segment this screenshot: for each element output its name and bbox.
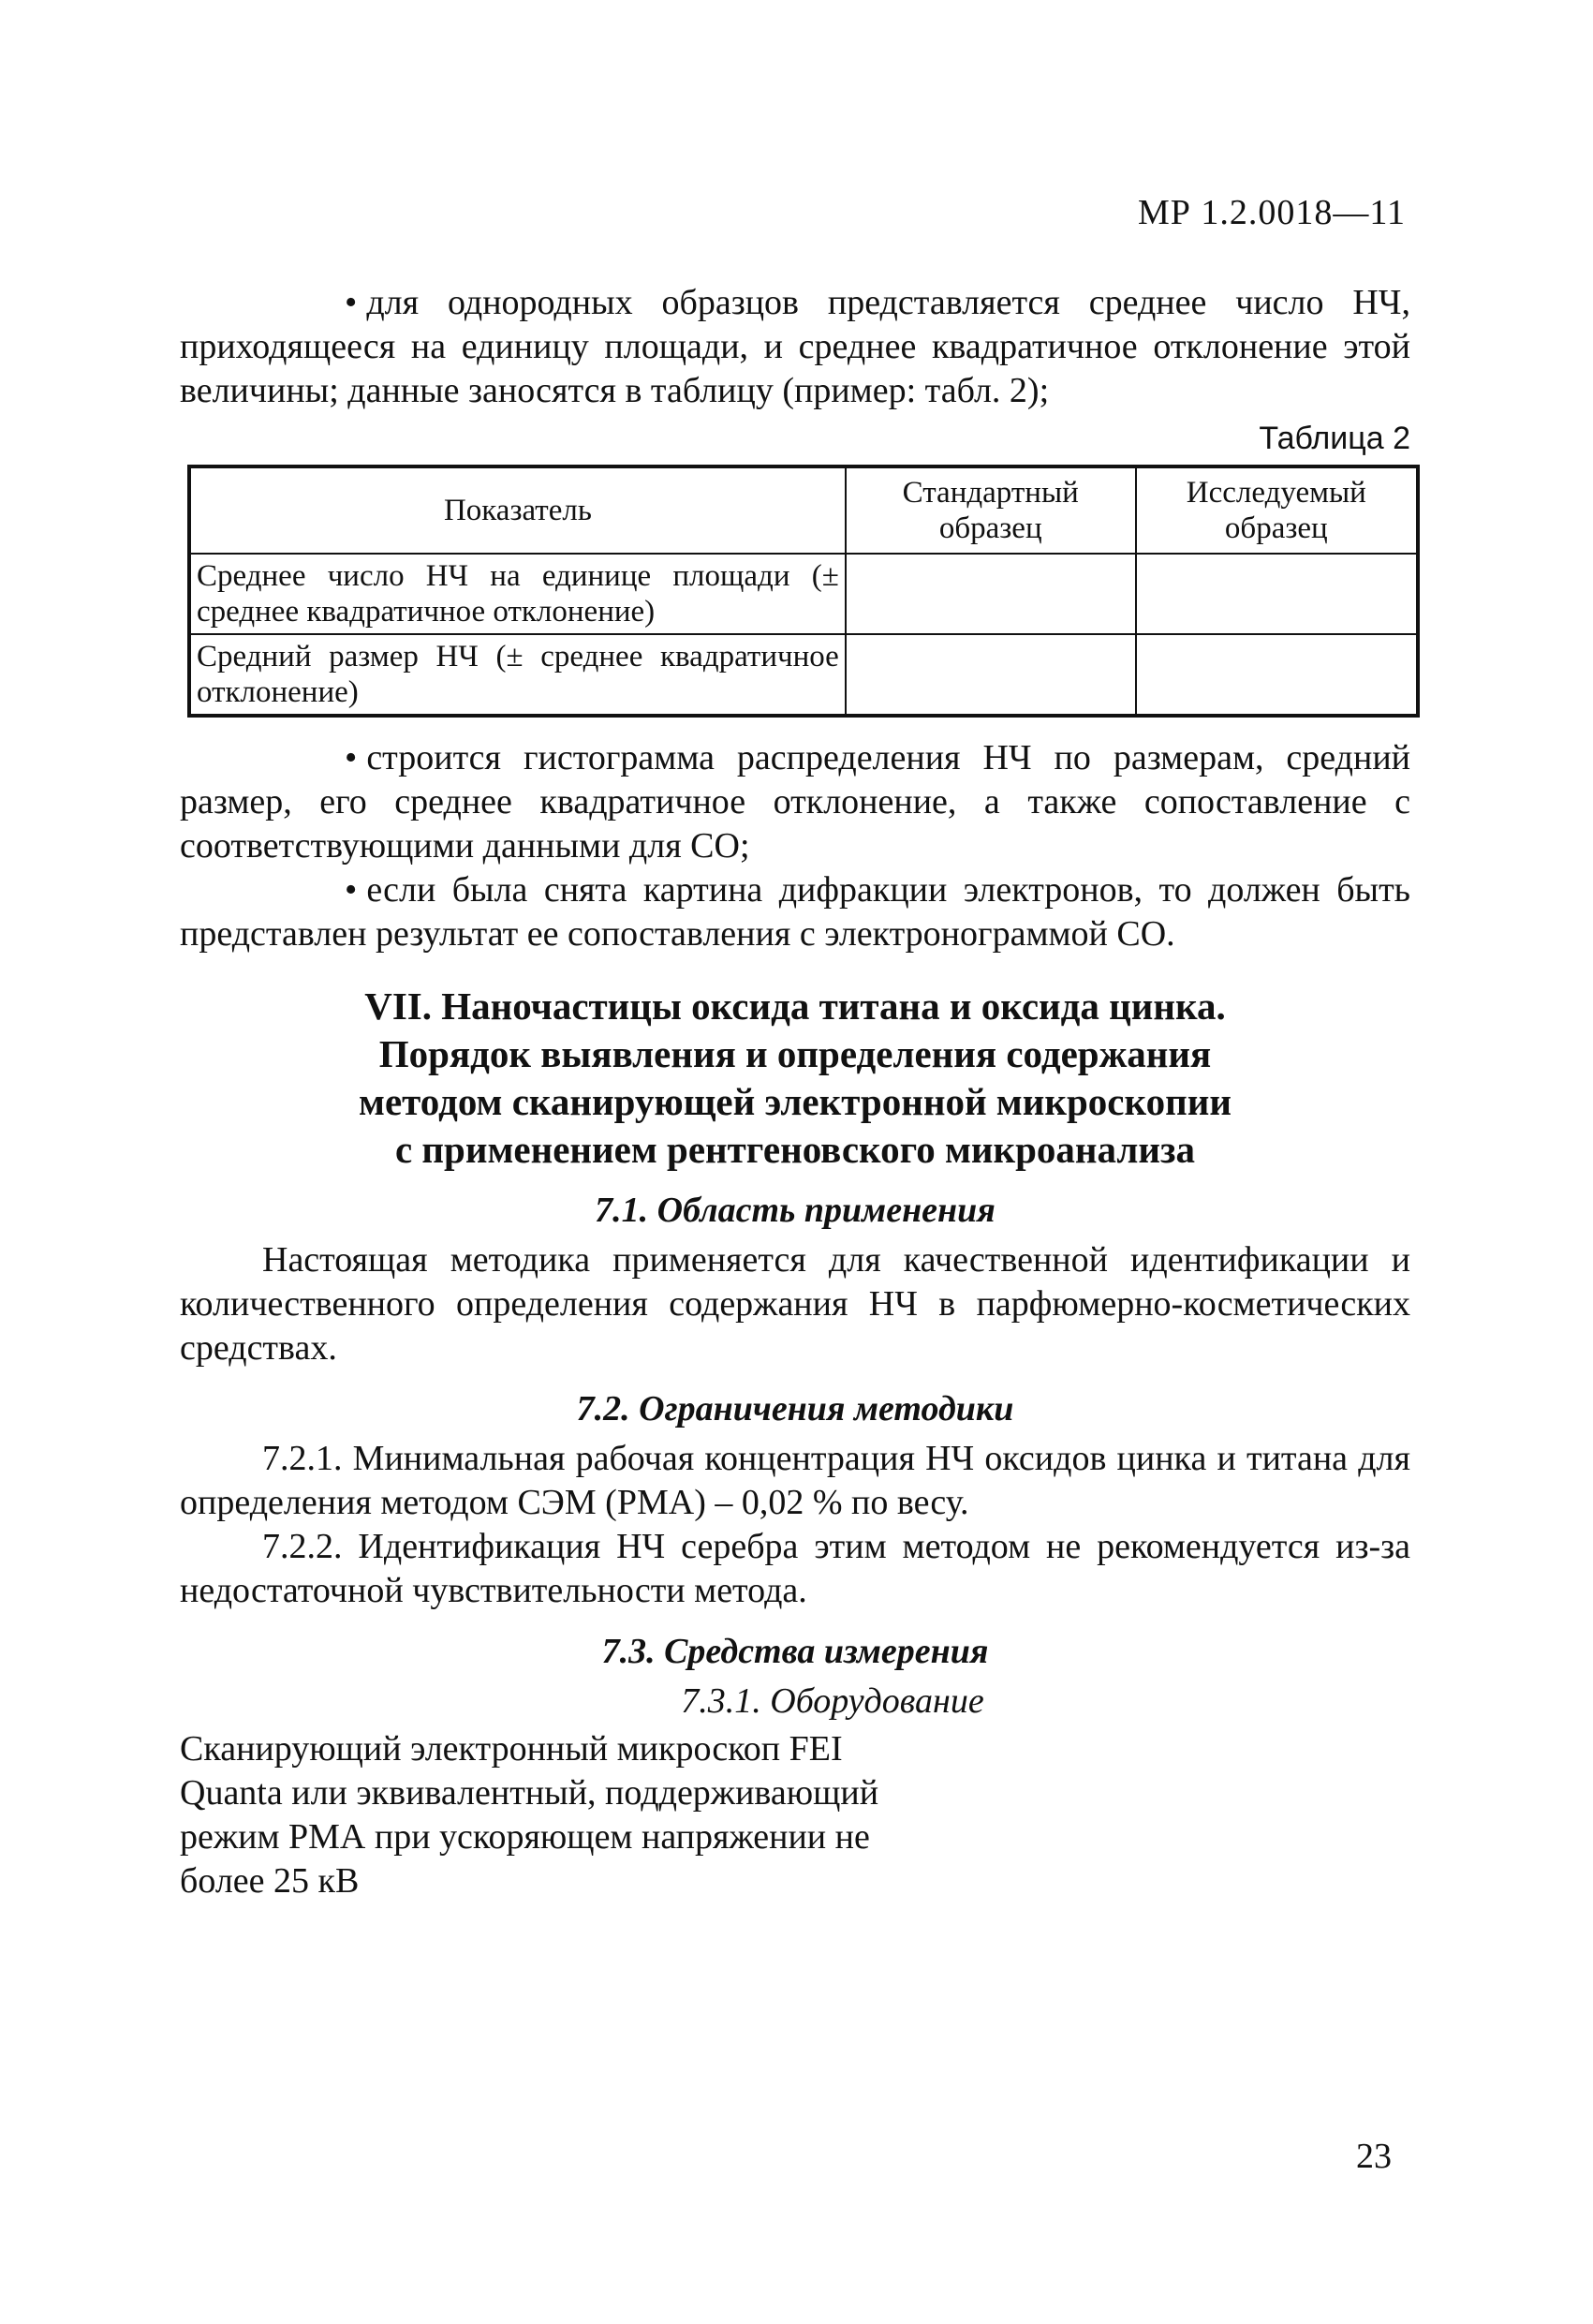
paragraph-7-2-1: 7.2.1. Минимальная рабочая концентрация НЧ оксидов цинка и титана для определения методом СЭМ (РМА) – 0,02 % по весу. xyxy=(180,1439,1410,1522)
table-header-standard: Стандартный образец xyxy=(846,466,1136,554)
equipment-line: режим РМА при ускоряющем напряжении не xyxy=(180,1817,870,1857)
table-cell-studied xyxy=(1136,634,1418,716)
table-cell-standard xyxy=(846,554,1136,634)
section-heading xyxy=(180,983,1410,1174)
bullet-icon: • xyxy=(345,283,358,322)
subsection-heading-7-3-1: 7.3.1. Оборудование xyxy=(681,1681,984,1721)
paragraph-7-2-2: 7.2.2. Идентификация НЧ серебра этим методом не рекомендуется из-за недостаточной чувствительности метода. xyxy=(180,1527,1410,1610)
page-content xyxy=(180,281,1410,1903)
table-header-indicator: Показатель xyxy=(189,466,846,554)
bullet-text: если была снята картина дифракции электронов, то должен быть представлен результат ее сопоставления с электронограммой СО. xyxy=(180,870,1410,954)
document-code: МР 1.2.0018—11 xyxy=(1137,193,1406,232)
subsection-heading-7-3: 7.3. Средства измерения xyxy=(601,1632,989,1671)
table-cell-studied xyxy=(1136,554,1418,634)
page-number: 23 xyxy=(1356,2137,1392,2176)
bullet-histogram xyxy=(180,736,1410,868)
table-header-row xyxy=(189,466,1418,554)
table-header-studied: Исследуемый образец xyxy=(1136,466,1418,554)
equipment-line: Сканирующий электронный микроскоп FEI xyxy=(180,1729,843,1769)
intro-bullet-text: для однородных образцов представляется среднее число НЧ, приходящееся на единицу площади, и среднее квадратичное отклонение этой величины; данные заносятся в таблицу (пример: табл. 2); xyxy=(180,283,1410,410)
table-caption: Таблица 2 xyxy=(1259,421,1410,456)
equipment-line: более 25 кВ xyxy=(180,1861,360,1901)
bullet-text: строится гистограмма распределения НЧ по размерам, средний размер, его среднее квадратичное отклонение, а также сопоставление с соответствующими данными для СО; xyxy=(180,738,1410,866)
subsection-heading-7-2: 7.2. Ограничения методики xyxy=(576,1389,1014,1428)
table-cell-label: Средний размер НЧ (± среднее квадратичное отклонение) xyxy=(189,634,846,716)
subsection-heading-7-1: 7.1. Область применения xyxy=(595,1191,996,1230)
intro-bullet-paragraph xyxy=(180,281,1410,413)
bullet-diffraction xyxy=(180,868,1410,956)
equipment-description xyxy=(180,1727,1004,1903)
section-title-line: VII. Наночастицы оксида титана и оксида цинка. xyxy=(364,984,1226,1028)
section-title-line: Порядок выявления и определения содержания xyxy=(378,1032,1212,1075)
table-cell-standard xyxy=(846,634,1136,716)
table-row xyxy=(189,634,1418,716)
table-row xyxy=(189,554,1418,634)
section-title-line: методом сканирующей электронной микроскопии xyxy=(359,1080,1232,1123)
data-table xyxy=(187,465,1420,718)
section-title-line: с применением рентгеновского микроанализа xyxy=(394,1128,1196,1171)
table-cell-label: Среднее число НЧ на единице площади (± среднее квадратичное отклонение) xyxy=(189,554,846,634)
bullet-icon: • xyxy=(345,870,358,910)
equipment-line: Quanta или эквивалентный, поддерживающий xyxy=(180,1773,879,1813)
paragraph-7-1: Настоящая методика применяется для качественной идентификации и количественного определения содержания НЧ в парфюмерно-косметических средствах. xyxy=(180,1240,1410,1368)
bullet-icon: • xyxy=(345,738,358,777)
